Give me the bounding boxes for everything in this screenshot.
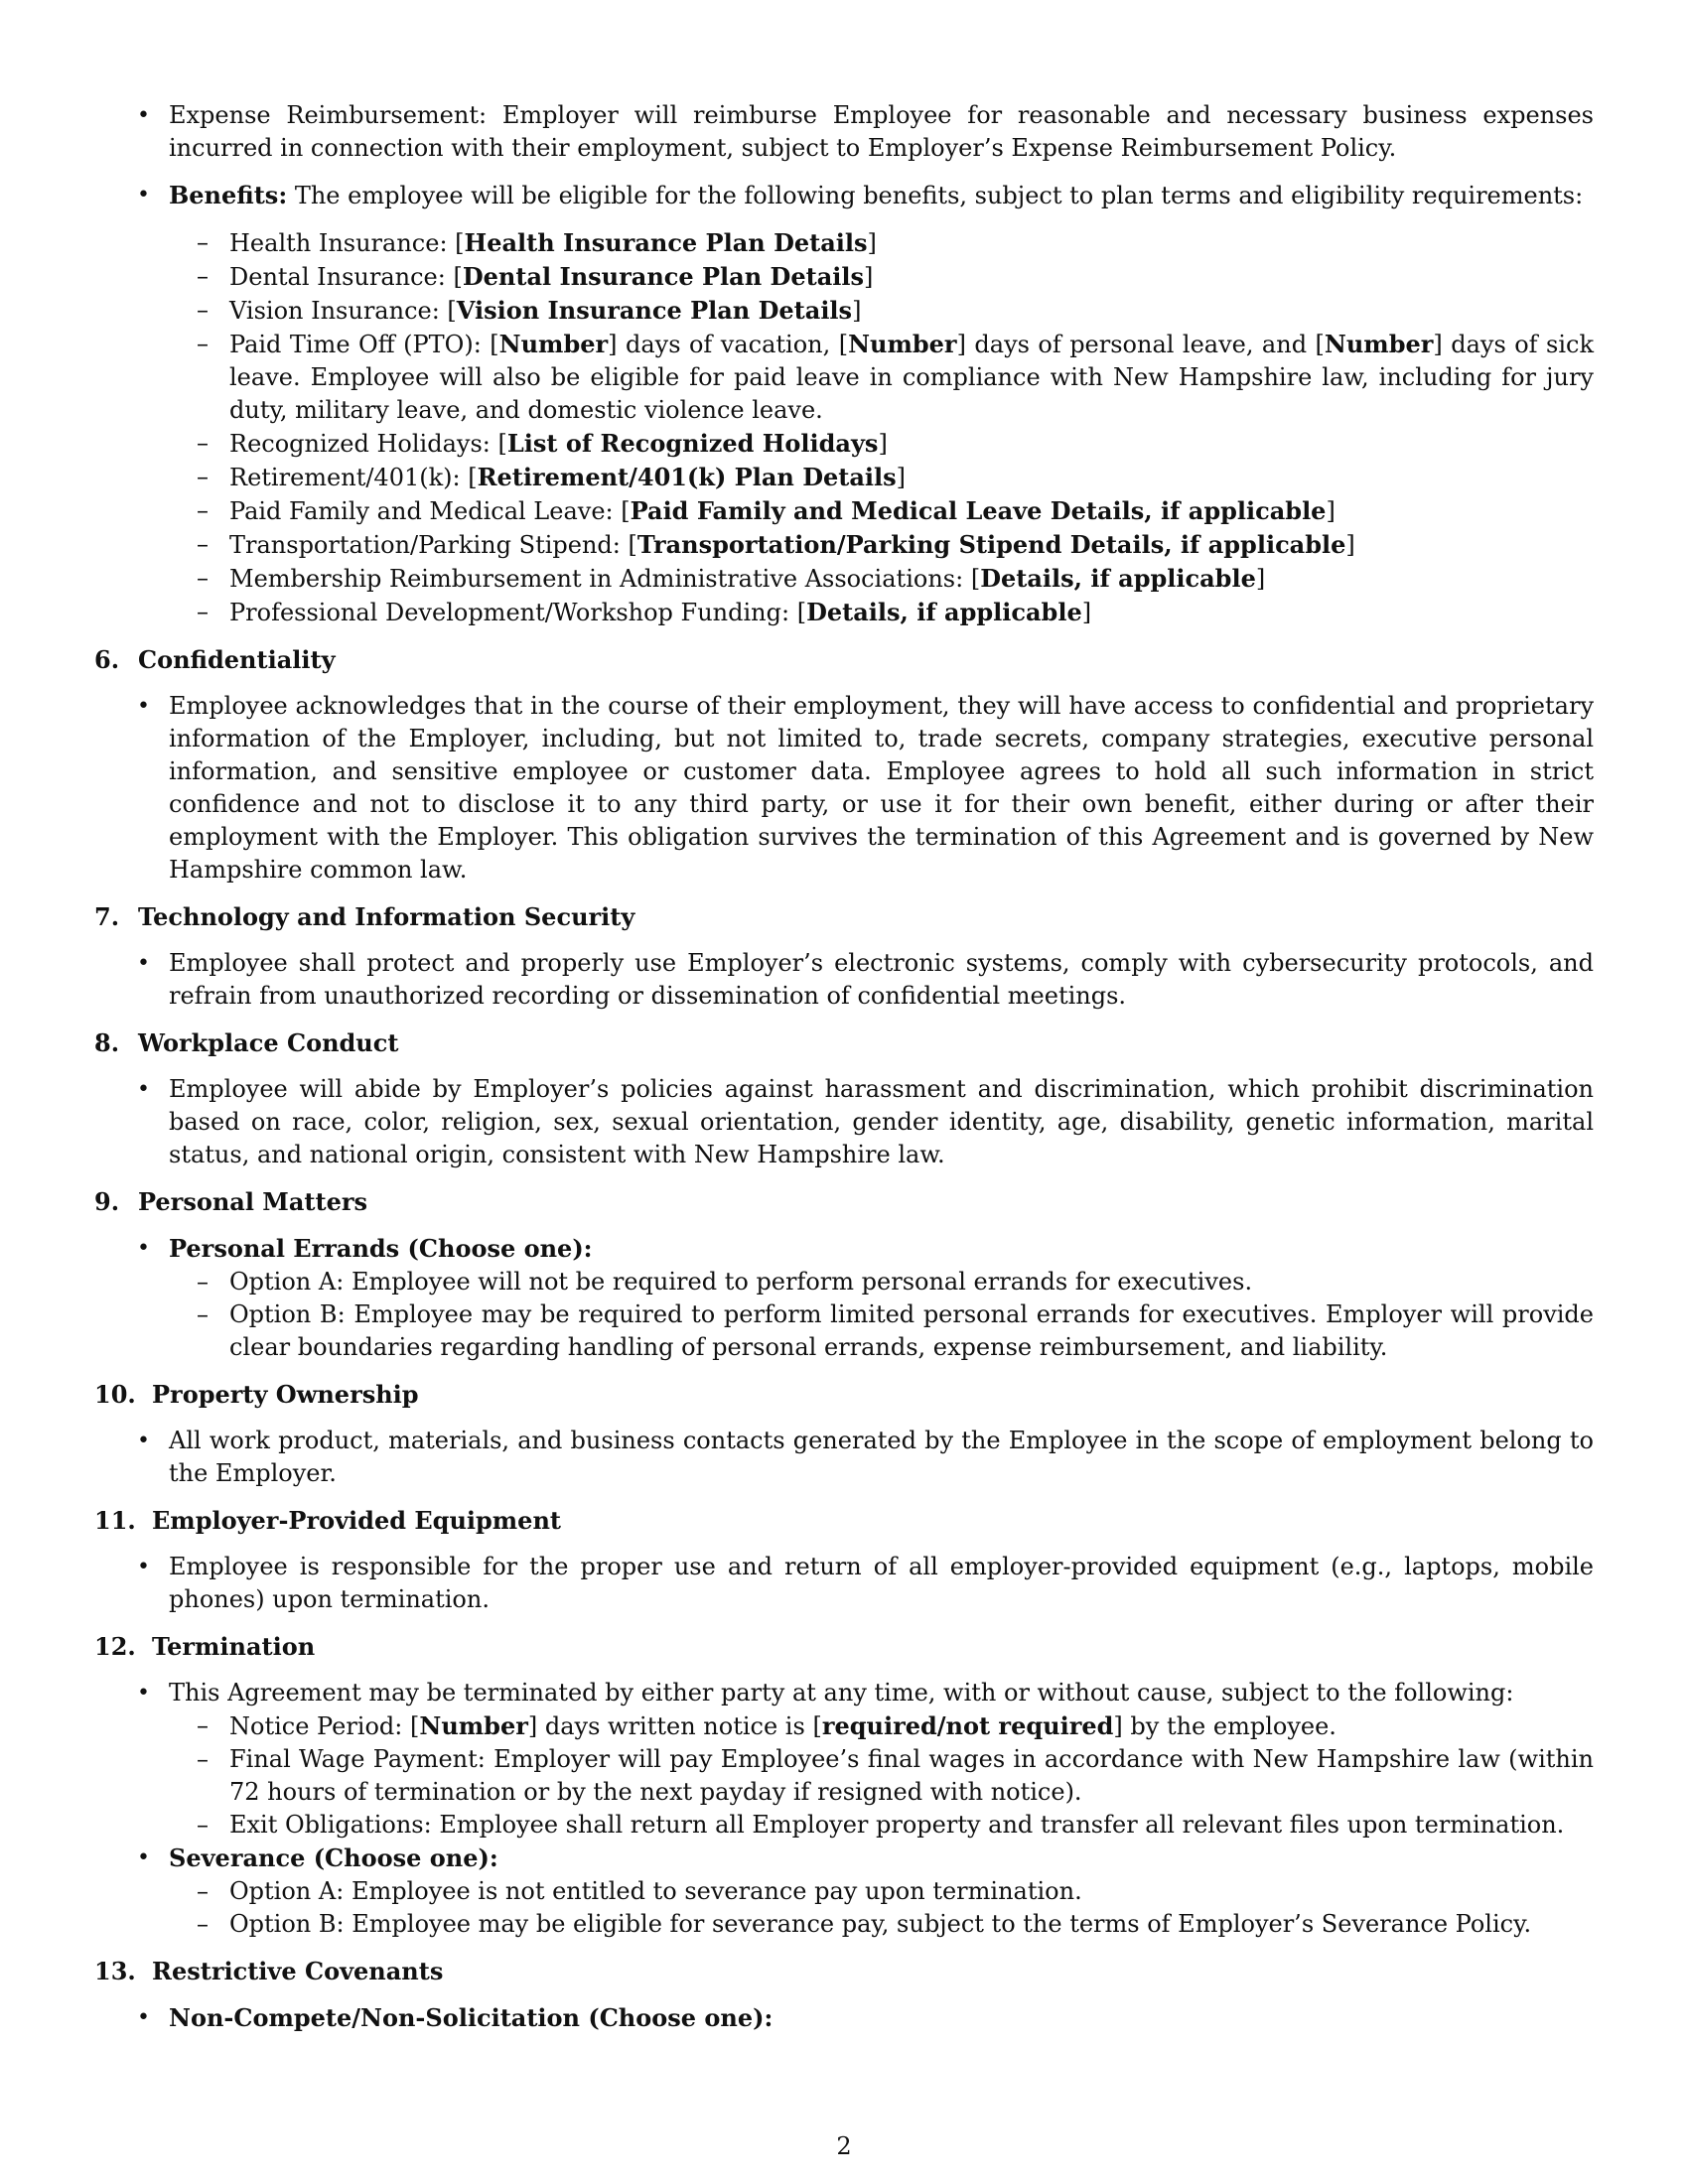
section-number: 6. — [94, 645, 120, 674]
bullet-icon: • — [137, 1429, 150, 1453]
benefit-label: Membership Reimbursement in Administrative Associations: — [229, 565, 971, 593]
term-label: Notice Period: — [229, 1712, 410, 1740]
bracket: ] — [896, 464, 907, 491]
bullet-icon: • — [137, 1236, 150, 1261]
term-text: by the employee. — [1122, 1712, 1336, 1740]
dash-icon: – — [197, 228, 209, 256]
dash-icon: – — [197, 1910, 209, 1938]
bracket: [ — [490, 331, 499, 358]
bullet-icon: • — [137, 2005, 150, 2030]
benefit-value: Number — [848, 330, 957, 358]
bracket: ] — [956, 331, 966, 358]
benefit-label: Transportation/Parking Stipend: — [229, 531, 629, 559]
benefit-text: days of vacation, — [617, 331, 839, 358]
bullet-icon: • — [137, 1555, 150, 1579]
page-number: 2 — [836, 2132, 852, 2160]
bracket: [ — [447, 297, 457, 325]
section-title: Confidentiality — [138, 645, 336, 674]
bullet-icon: • — [137, 1077, 150, 1102]
list-item — [169, 1298, 1594, 1364]
bracket: ] — [1081, 599, 1092, 626]
section-number: 7. — [94, 902, 120, 931]
list-item — [169, 1743, 1594, 1809]
bracket: ] — [608, 331, 618, 358]
list-item — [169, 1709, 1594, 1743]
dash-icon: – — [197, 1268, 209, 1296]
choice-label: Personal Errands (Choose one): — [169, 1234, 593, 1263]
benefit-label: Retirement/401(k): — [229, 464, 469, 491]
dash-icon: – — [197, 262, 209, 290]
section-heading-termination — [94, 1630, 1594, 1663]
list-item — [169, 226, 1594, 260]
bracket: [ — [468, 464, 478, 491]
section-heading-property-ownership — [94, 1378, 1594, 1411]
benefit-label: Dental Insurance: — [229, 263, 454, 291]
section-heading-personal-matters — [94, 1185, 1594, 1218]
list-item — [94, 1842, 1594, 1941]
bracket: ] — [1113, 1712, 1123, 1740]
benefits-list — [169, 226, 1594, 629]
section-title: Restrictive Covenants — [152, 1957, 444, 1985]
list-item — [94, 690, 1594, 887]
benefit-value: Details, if applicable — [806, 598, 1082, 626]
section-heading-workplace-conduct — [94, 1026, 1594, 1059]
list-item — [169, 596, 1594, 629]
option-text: Option A: Employee is not entitled to severance pay upon termination. — [229, 1877, 1082, 1905]
option-list — [169, 1266, 1594, 1364]
option-text: Option B: Employee may be eligible for severance pay, subject to the terms of Employer’s Severance Policy. — [229, 1910, 1532, 1938]
section-bullets — [94, 690, 1594, 887]
list-item — [94, 1232, 1594, 1364]
term-value: Number — [419, 1711, 528, 1740]
section-title: Termination — [152, 1632, 316, 1661]
section-bullets — [94, 1425, 1594, 1490]
benefit-label: Vision Insurance: — [229, 297, 448, 325]
section-bullets — [94, 1677, 1594, 1941]
bracket: [ — [410, 1712, 420, 1740]
paragraph-text: Employee will abide by Employer’s policies against harassment and discrimination, which prohibit discrimination based on race, color, religion, sex, sexual orientation, gender identity, age, disability, genetic information, marital status, and national origin, consistent with New Hampshire law. — [169, 1075, 1594, 1168]
section-heading-equipment — [94, 1504, 1594, 1537]
bracket: [ — [1315, 331, 1325, 358]
section-heading-technology — [94, 900, 1594, 933]
term-text: days written notice is — [537, 1712, 813, 1740]
dash-icon: – — [197, 1745, 209, 1773]
bullet-icon: • — [137, 951, 150, 976]
bullet-icon: • — [137, 103, 150, 128]
bullet-icon: • — [137, 1845, 150, 1870]
paragraph-text: Employee shall protect and properly use Employer’s electronic systems, comply with cybersecurity protocols, and refrain from unauthorized recording or dissemination of confidential meetings. — [169, 949, 1594, 1010]
section-title: Personal Matters — [138, 1187, 368, 1216]
bracket: ] — [1255, 565, 1266, 593]
bracket: [ — [796, 599, 807, 626]
term-text: Final Wage Payment: Employer will pay Employee’s final wages in accordance with New Hampshire law (within 72 hours of termination or by the next payday if resigned with notice). — [229, 1745, 1594, 1806]
section-bullets — [94, 1073, 1594, 1171]
dash-icon: – — [197, 1877, 209, 1905]
choice-label: Non-Compete/Non-Solicitation (Choose one): — [169, 2003, 774, 2032]
section-number: 8. — [94, 1028, 120, 1057]
benefits-label: Benefits: — [169, 181, 288, 209]
list-item — [94, 1073, 1594, 1171]
bracket: ] — [527, 1712, 538, 1740]
benefit-value: Number — [1324, 330, 1434, 358]
bracket: [ — [628, 531, 637, 559]
section-number: 12. — [94, 1632, 136, 1661]
section-heading-confidentiality — [94, 643, 1594, 676]
option-list — [169, 1875, 1594, 1941]
bracket: ] — [1433, 331, 1443, 358]
list-item — [169, 528, 1594, 562]
dash-icon: – — [197, 1300, 209, 1328]
bracket: [ — [812, 1712, 822, 1740]
bracket: [ — [970, 565, 981, 593]
section-title: Property Ownership — [152, 1380, 419, 1409]
bracket: [ — [838, 331, 849, 358]
page-content — [94, 99, 1594, 2049]
section-heading-restrictive-covenants — [94, 1955, 1594, 1987]
list-item — [169, 461, 1594, 494]
section-title: Workplace Conduct — [138, 1028, 399, 1057]
dash-icon: – — [197, 496, 209, 524]
list-item — [169, 260, 1594, 294]
bullet-icon: • — [137, 1681, 150, 1706]
bracket: [ — [455, 229, 465, 257]
section-number: 11. — [94, 1506, 136, 1535]
benefits-intro: The employee will be eligible for the following benefits, subject to plan terms and eligibility requirements: — [294, 182, 1584, 209]
bullet-icon: • — [137, 694, 150, 719]
list-item — [169, 1908, 1594, 1941]
compensation-bullets — [94, 99, 1594, 629]
bracket: ] — [878, 430, 888, 458]
benefit-value: Paid Family and Medical Leave Details, if applicable — [630, 496, 1327, 525]
dash-icon: – — [197, 1711, 209, 1739]
list-item — [169, 562, 1594, 596]
paragraph-text: This Agreement may be terminated by either party at any time, with or without cause, subject to the following: — [169, 1679, 1514, 1706]
dash-icon: – — [197, 1811, 209, 1839]
list-item — [94, 99, 1594, 165]
dash-icon: – — [197, 564, 209, 592]
benefit-value: Details, if applicable — [980, 564, 1256, 593]
term-text: Exit Obligations: Employee shall return all Employer property and transfer all relevant files upon termination. — [229, 1811, 1565, 1839]
benefit-value: Number — [498, 330, 609, 358]
bullet-icon: • — [137, 183, 150, 207]
expense-reimbursement-text: Expense Reimbursement: Employer will reimburse Employee for reasonable and necessary business expenses incurred in connection with their employment, subject to Employer’s Expense Reimbursement Policy. — [169, 101, 1594, 162]
term-value: required/not required — [821, 1711, 1114, 1740]
dash-icon: – — [197, 530, 209, 558]
list-item — [94, 179, 1594, 629]
paragraph-text: Employee acknowledges that in the course of their employment, they will have access to confidential and proprietary information of the Employer, including, but not limited to, trade secrets, company strategies, executive personal information, and sensitive employee or customer data. Employee agrees to hold all such information in strict confidence and not to disclose it to any third party, or use it for their own benefit, either during or after their employment with the Employer. This obligation survives the termination of this Agreement and is governed by New Hampshire common law. — [169, 692, 1594, 884]
list-item — [94, 1677, 1594, 1842]
benefit-label: Paid Family and Medical Leave: — [229, 497, 622, 525]
list-item — [94, 1551, 1594, 1616]
dash-icon: – — [197, 296, 209, 324]
dash-icon: – — [197, 463, 209, 490]
bracket: [ — [497, 430, 507, 458]
section-number: 13. — [94, 1957, 136, 1985]
benefit-text: days of personal leave, and — [965, 331, 1316, 358]
benefit-value: Transportation/Parking Stipend Details, if applicable — [636, 530, 1346, 559]
list-item — [169, 1875, 1594, 1908]
section-bullets — [94, 947, 1594, 1013]
bracket: ] — [864, 263, 874, 291]
section-bullets — [94, 2001, 1594, 2035]
option-text: Option A: Employee will not be required to perform personal errands for executives. — [229, 1268, 1253, 1296]
list-item — [169, 328, 1594, 427]
paragraph-text: Employee is responsible for the proper use and return of all employer-provided equipment (e.g., laptops, mobile phones) upon termination. — [169, 1553, 1594, 1613]
bracket: [ — [453, 263, 463, 291]
section-number: 10. — [94, 1380, 136, 1409]
bracket: ] — [852, 297, 862, 325]
benefit-value: List of Recognized Holidays — [506, 429, 879, 458]
list-item — [169, 427, 1594, 461]
list-item — [169, 494, 1594, 528]
list-item — [169, 1266, 1594, 1298]
section-title: Employer-Provided Equipment — [152, 1506, 561, 1535]
section-bullets — [94, 1232, 1594, 1364]
benefit-label: Paid Time Off (PTO): — [229, 331, 491, 358]
bracket: [ — [621, 497, 631, 525]
bracket: ] — [1345, 531, 1355, 559]
list-item — [94, 1425, 1594, 1490]
benefit-value: Retirement/401(k) Plan Details — [477, 463, 897, 491]
benefit-text: days of sick leave. Employee will also be eligible for paid leave in compliance with New Hampshire law, including for jury duty, military leave, and domestic violence leave. — [229, 331, 1594, 424]
dash-icon: – — [197, 598, 209, 625]
section-bullets — [94, 1551, 1594, 1616]
paragraph-text: All work product, materials, and business contacts generated by the Employee in the scope of employment belong to the Employer. — [169, 1427, 1594, 1487]
benefit-value: Dental Insurance Plan Details — [462, 262, 864, 291]
list-item — [94, 947, 1594, 1013]
section-title: Technology and Information Security — [138, 902, 635, 931]
dash-icon: – — [197, 429, 209, 457]
choice-label: Severance (Choose one): — [169, 1843, 498, 1872]
dash-icon: – — [197, 330, 209, 357]
list-item — [169, 294, 1594, 328]
benefit-label: Professional Development/Workshop Funding: — [229, 599, 797, 626]
section-number: 9. — [94, 1187, 120, 1216]
option-text: Option B: Employee may be required to perform limited personal errands for executives. Employer will provide clear boundaries regarding handling of personal errands, expense reimbursement, and liability. — [229, 1300, 1594, 1361]
benefit-label: Recognized Holidays: — [229, 430, 498, 458]
benefit-label: Health Insurance: — [229, 229, 456, 257]
list-item — [94, 2001, 1594, 2035]
bracket: ] — [867, 229, 877, 257]
list-item — [169, 1809, 1594, 1842]
benefit-value: Health Insurance Plan Details — [464, 228, 868, 257]
benefit-value: Vision Insurance Plan Details — [456, 296, 853, 325]
termination-terms — [169, 1709, 1594, 1842]
bracket: ] — [1326, 497, 1336, 525]
